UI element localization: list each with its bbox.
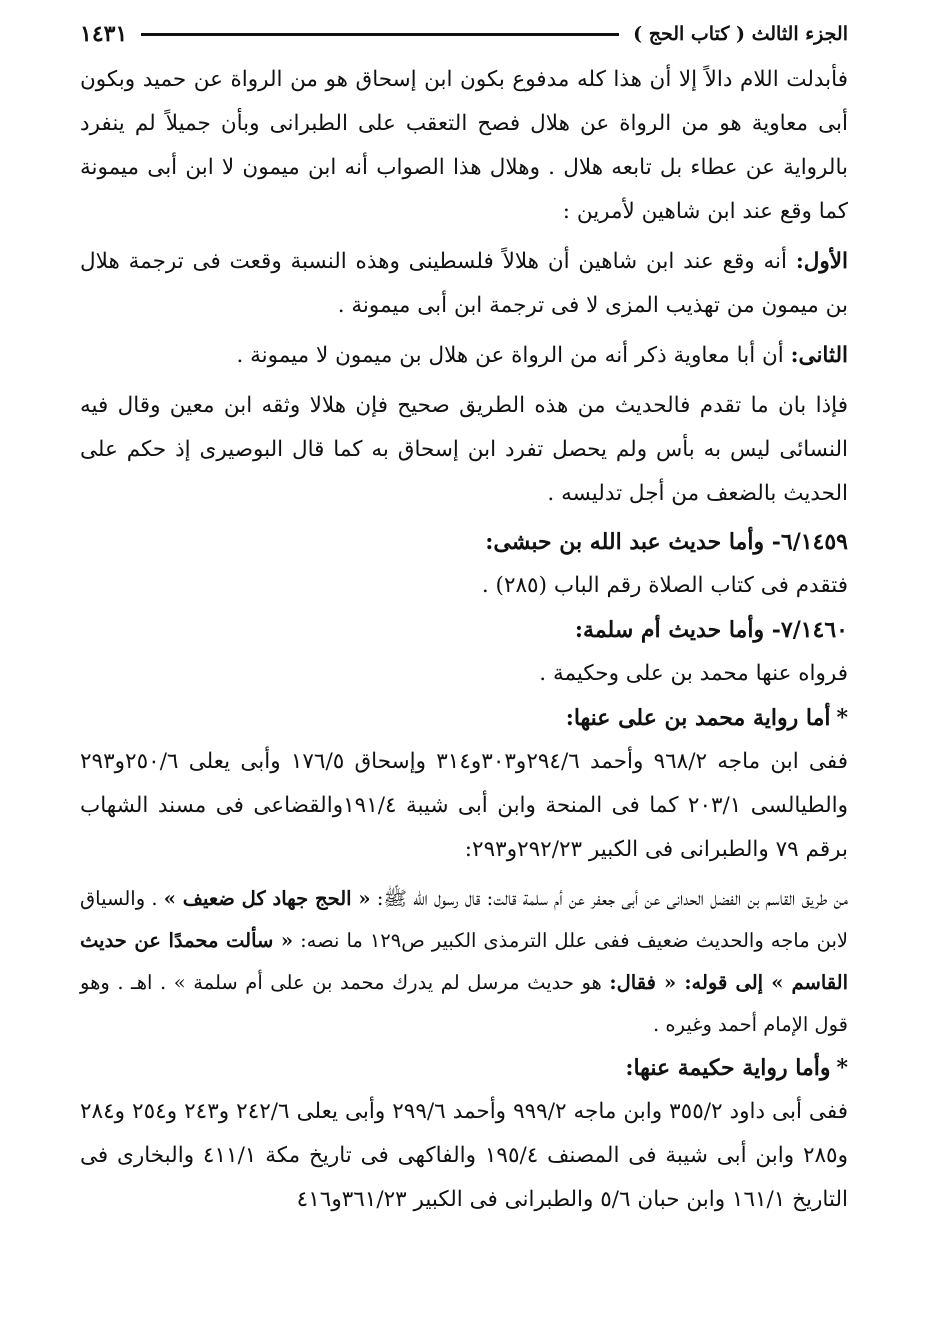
paragraph-text: هو حديث مرسل لم يدرك محمد بن على أم سلمة » . اهـ . وهو قول الإمام أحمد وغيره . [80, 971, 848, 1036]
section-heading-text: وأما رواية حكيمة عنها: [625, 1055, 831, 1081]
paragraph: فإذا بان ما تقدم فالحديث من هذه الطريق صحيح فإن هلالا وثقه ابن معين وقال فيه النسائى ليس به بأس ولم يحصل تفرد ابن إسحاق به كما قال البوصيرى إذ حكم على الحديث بالضعف من أجل تدليسه . [80, 393, 848, 506]
header-rule [141, 33, 619, 36]
paragraph: فأبدلت اللام دالاً إلا أن هذا كله مدفوع بكون ابن إسحاق هو من الرواة عن حميد وبكون أبى معاوية هو من الرواة عن هلال فصح التعقب على الطبرانى وبأن جميلاً لم ينفرد بالرواية عن عطاء بل تابعه هلال . وهلال هذا الصواب أنه ابن ميمون لا ابن أبى ميمونة كما وقع عند ابن شاهين لأمرين : [80, 67, 848, 224]
paragraph [80, 240, 848, 328]
asterisk-marker: * [836, 1055, 848, 1081]
running-title: الجزء الثالث ( كتاب الحج ) [633, 23, 848, 45]
quote-text: « سألت محمدًا عن حديث القاسم » إلى قوله: « فقال: [80, 929, 848, 994]
asterisk-marker: * [836, 705, 848, 731]
page-number: ١٤٣١ [80, 21, 128, 47]
paragraph: ففى ابن ماجه ٩٦٨/٢ وأحمد ٢٩٤/٦و٣٠٣و٣١٤ وإسحاق ١٧٦/٥ وأبى يعلى ٢٥٠/٦و٢٩٣ والطيالسى ٢٠٣/١ كما فى المنحة وابن أبى شيبة ١٩١/٤والقضاعى فى مسند الشهاب برقم ٧٩ والطبرانى فى الكبير ٢٩٢/٢٣و٢٩٣: [80, 749, 848, 862]
paragraph: ففى أبى داود ٣٥٥/٢ وابن ماجه ٩٩٩/٢ وأحمد ٢٩٩/٦ وأبى يعلى ٢٤٢/٦ و٢٤٣ و٢٥٤ و٢٨٤ و٢٨٥ وابن أبى شيبة فى المصنف ١٩٥/٤ والفاكهى فى تاريخ مكة ٤١١/١ والبخارى فى التاريخ ١٦١/١ وابن حبان ٥/٦ والطبرانى فى الكبير ٣٦١/٢٣و٤١٦ [80, 1099, 849, 1212]
paragraph [80, 878, 848, 1046]
point-label: الأول: [795, 249, 848, 274]
page-body [80, 58, 848, 1222]
hadith-heading: ٧/١٤٦٠- وأما حديث أم سلمة: [574, 617, 848, 643]
section-heading [80, 696, 848, 740]
hadith-quote: « الحج جهاد كل ضعيف » [163, 887, 371, 910]
point-label: الثانى: [790, 343, 848, 368]
hadith-heading: ٦/١٤٥٩- وأما حديث عبد الله بن حبشى: [485, 529, 848, 555]
paragraph-text: أن أبا معاوية ذكر أنه من الرواة عن هلال بن ميمون لا ميمونة . [236, 343, 791, 368]
section-heading [80, 1046, 848, 1090]
paragraph-text: . والسياق لابن ماجه والحديث ضعيف ففى علل الترمذى الكبير ص١٢٩ ما نصه: [80, 887, 849, 952]
paragraph [80, 334, 848, 378]
page-header [80, 14, 848, 54]
paragraph: فتقدم فى كتاب الصلاة رقم الباب (٢٨٥) . [481, 573, 848, 598]
paragraph: فرواه عنها محمد بن على وحكيمة . [539, 661, 848, 686]
paragraph-text: أنه وقع عند ابن شاهين أن هلالاً فلسطينى وهذه النسبة وقعت فى ترجمة هلال بن ميمون من تهذيب المزى لا فى ترجمة ابن أبى ميمونة . [80, 249, 848, 318]
document-page [80, 14, 848, 1222]
paragraph-text: من طريق القاسم بن الفضل الحدانى عن أبى جعفر عن أم سلمة قالت: قال رسول الله ﷺ: [370, 887, 848, 910]
section-heading-text: أما رواية محمد بن على عنها: [565, 705, 831, 731]
